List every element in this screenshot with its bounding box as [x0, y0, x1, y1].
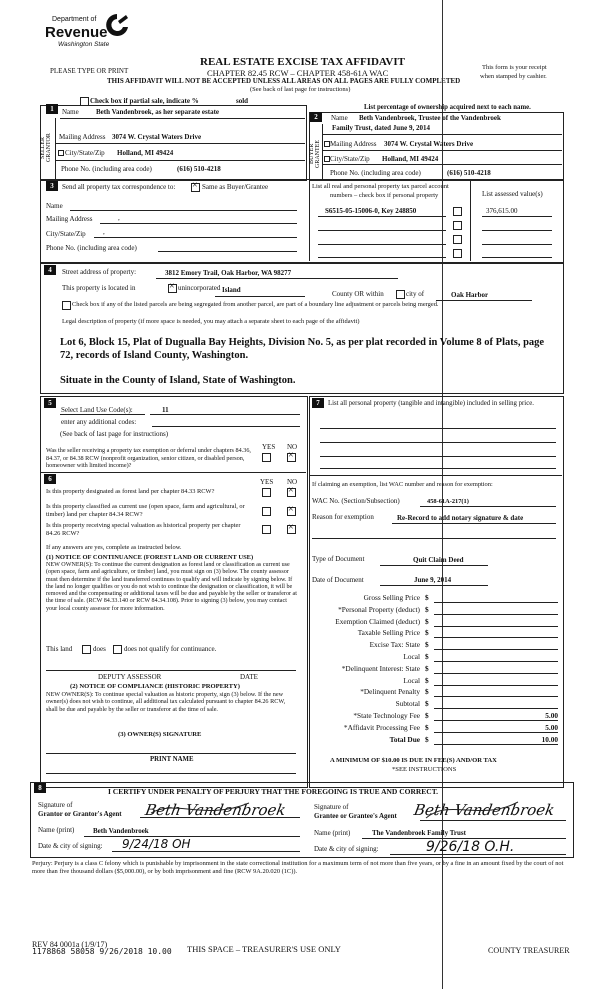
receipt-note-1: This form is your receipt	[482, 64, 547, 71]
grantee-signature	[410, 788, 556, 824]
grantor-signature	[143, 795, 288, 821]
personal-property-line-4	[320, 468, 556, 469]
notice-compliance-title: (2) NOTICE OF COMPLIANCE (HISTORIC PROPERTY)	[70, 683, 240, 690]
seller-city-value[interactable]: Holland, MI 49424	[117, 149, 174, 157]
see-instructions-note: *SEE INSTRUCTIONS	[392, 766, 457, 773]
treasurer-space-label: THIS SPACE – TREASURER'S USE ONLY	[187, 944, 341, 954]
tax-row-label: Local	[403, 652, 420, 661]
if-yes-note: If any answers are yes, complete as instructed below.	[46, 544, 182, 551]
buyer-name-value-2[interactable]: Family Trust, dated June 9, 2014	[332, 124, 430, 132]
buyer-name-value-1[interactable]: Beth Vandenbroek, Trustee of the Vandenbroek	[359, 114, 501, 122]
tax-row-line	[434, 637, 558, 638]
tax-row-label: *Delinquent Interest: State	[341, 664, 420, 673]
grantor-signature-text: Beth Vandenbroek	[143, 801, 288, 819]
tax-row-dollar: $	[425, 723, 429, 732]
assessed-divider	[470, 179, 471, 261]
buyer-name-label: Name	[331, 114, 348, 122]
section-7-number: 7	[312, 398, 324, 408]
print-name-label: PRINT NAME	[150, 756, 194, 763]
parcel-checkbox-1[interactable]	[453, 207, 462, 216]
land-does-label: does	[93, 645, 106, 653]
county-value[interactable]: Island	[222, 286, 241, 294]
city-line	[436, 300, 532, 301]
tax-row-line	[434, 696, 558, 697]
assessed-line-3	[482, 244, 552, 245]
section-5-yes-header: YES	[262, 443, 276, 451]
forest-yes-checkbox[interactable]	[262, 488, 271, 497]
tax-row-dollar: $	[425, 640, 429, 649]
doc-type-line	[380, 565, 488, 566]
forest-land-question: Is this property designated as forest land per chapter 84.33 RCW?	[46, 488, 215, 495]
tax-row-line	[434, 626, 558, 627]
form-chapter: CHAPTER 82.45 RCW – CHAPTER 458-61A WAC	[207, 68, 389, 78]
grantor-date-value[interactable]: 9/24/18 OH	[122, 837, 191, 851]
owner-signature-label: (3) OWNER(S) SIGNATURE	[118, 731, 202, 738]
grantee-signature-text: Beth Vandenbroek	[412, 801, 556, 819]
grantee-signature-label-1: Signature of	[314, 803, 349, 811]
parcel-number[interactable]: S6515-05-15006-0, Key 248850	[325, 207, 417, 215]
land-does-checkbox[interactable]	[82, 645, 91, 654]
grantor-print-value[interactable]: Beth Vandenbroek	[93, 827, 149, 835]
segregated-checkbox[interactable]	[62, 301, 71, 310]
section-7-mid-line	[309, 475, 562, 476]
doc-date-value[interactable]: June 9, 2014	[414, 576, 452, 584]
wac-value[interactable]: 458-61A-217(1)	[427, 498, 469, 505]
tax-row-label: *Delinquent Penalty	[360, 687, 420, 696]
grantee-print-value[interactable]: The Vandenbroek Family Trust	[372, 829, 466, 837]
wac-label: WAC No. (Section/Subsection)	[312, 497, 400, 505]
unincorporated-checkbox[interactable]	[168, 284, 177, 293]
parcel-line-4	[318, 257, 446, 258]
additional-codes-line	[152, 426, 300, 427]
forest-no-checkbox[interactable]	[287, 488, 296, 497]
unincorporated-label: unincorporated	[178, 284, 221, 292]
corr-phone-label: Phone No. (including area code)	[46, 244, 137, 252]
city-of-label: city of	[406, 290, 425, 298]
land-does-not-checkbox[interactable]	[113, 645, 122, 654]
current-use-question: Is this property classified as current use (open space, farm and agricultural, or timber) land per chapter 84.34 RCW?	[46, 503, 245, 518]
corr-mailing-comma: ,	[118, 214, 120, 222]
land-use-value[interactable]: 11	[162, 406, 169, 414]
legal-description-line-1[interactable]: Lot 6, Block 15, Plat of Dugualla Bay Heights, Division No. 5, as per plat recorded in Volume 8 of Plats, page	[60, 337, 545, 348]
tax-row-value[interactable]: 5.00	[545, 711, 558, 720]
seller-city-line	[56, 160, 305, 161]
form-title: REAL ESTATE EXCISE TAX AFFIDAVIT	[200, 56, 405, 68]
exemption-note: If claiming an exemption, list WAC number and reason for exemption:	[312, 481, 493, 488]
street-address-line	[156, 278, 398, 279]
wac-line	[420, 506, 556, 507]
owner-signature-line	[46, 753, 296, 754]
send-correspondence-label: Send all property tax correspondence to:	[62, 183, 176, 191]
form-warning: THIS AFFIDAVIT WILL NOT BE ACCEPTED UNLESS ALL AREAS ON ALL PAGES ARE FULLY COMPLETED	[107, 77, 461, 85]
doc-type-label: Type of Document	[312, 555, 365, 563]
seller-name-value[interactable]: Beth Vandenbroek, as her separate estate	[96, 108, 220, 116]
buyer-phone-label: Phone No. (including area code)	[330, 169, 421, 177]
tax-row-line	[434, 744, 558, 745]
assessed-value[interactable]: 376,615.00	[486, 207, 518, 215]
seller-mailing-value[interactable]: 3074 W. Crystal Waters Drive	[112, 133, 202, 141]
personal-property-label: List all personal property (tangible and intangible) included in selling price.	[328, 400, 534, 407]
seller-mailing-label: Mailing Address	[59, 133, 106, 141]
same-as-buyer-label: Same as Buyer/Grantee	[202, 183, 269, 191]
tax-row-dollar: $	[425, 628, 429, 637]
assessed-header: List assessed value(s)	[482, 190, 543, 198]
seller-city-marker	[58, 150, 64, 156]
parcel-header-1: List all real and personal property tax parcel account	[312, 183, 449, 190]
tax-row-label: *State Technology Fee	[353, 711, 420, 720]
tax-row-dollar: $	[425, 617, 429, 626]
tax-row-line	[434, 649, 558, 650]
segregated-note: Check box if any of the listed parcels are being segregated from another parcel, are part of a boundary line adjustment or parcels being merged.	[72, 301, 439, 308]
located-label: This property is located in	[62, 284, 136, 292]
print-name-line	[46, 773, 296, 774]
section-4-number: 4	[44, 265, 56, 275]
buyer-side-label: BUYER GRANTEE	[309, 140, 321, 168]
parcel-header-2: numbers – check box if personal property	[330, 192, 439, 199]
tax-row-dollar: $	[425, 735, 429, 744]
tax-row-label: Exemption Claimed (deduct)	[335, 617, 420, 626]
ownership-label: List percentage of ownership acquired next to each name.	[364, 104, 531, 111]
tax-row-line	[434, 708, 558, 709]
deputy-signature-line	[46, 670, 296, 671]
tax-row-dollar: $	[425, 711, 429, 720]
section-6-no-header: NO	[287, 478, 298, 486]
print-note: PLEASE TYPE OR PRINT	[50, 67, 129, 75]
this-land-label: This land	[46, 645, 73, 653]
section-3-number: 3	[46, 181, 58, 191]
section-5-no-header: NO	[287, 443, 298, 451]
assessed-line-4	[482, 257, 552, 258]
current-use-no-checkbox[interactable]	[287, 507, 296, 516]
parcel-checkbox-2[interactable]	[453, 221, 462, 230]
agency-state: Washington State	[58, 41, 110, 48]
seller-side-label: SELLER GRANTOR	[40, 133, 52, 163]
buyer-side-divider	[322, 124, 323, 179]
section-6-yes-header: YES	[260, 478, 274, 486]
tax-row-dollar: $	[425, 664, 429, 673]
land-use-label-underline	[60, 414, 145, 415]
tax-row-line	[434, 661, 558, 662]
seller-city-label: City/State/Zip	[65, 149, 105, 157]
grantee-date-line	[390, 854, 566, 855]
assessed-line-2	[482, 230, 552, 231]
exemption-question: Was the seller receiving a property tax exemption or deferral under chapters 84.36, 84.37, or 84.38 RCW (nonprofit organization, senior citizen, or disabled person, homeowner with limited income)?	[46, 447, 251, 469]
grantee-print-label: Name (print)	[314, 829, 351, 837]
form-number: REV 84 0001a (1/9/17)	[32, 940, 108, 949]
situate-line[interactable]: Situate in the County of Island, State of Washington.	[60, 375, 296, 386]
doc-date-label: Date of Document	[312, 576, 364, 584]
section-5-number: 5	[44, 398, 56, 408]
county-or-within-label: County OR within	[332, 290, 384, 298]
tax-row-dollar: $	[425, 652, 429, 661]
grantor-print-line	[84, 836, 300, 837]
buyer-city-label: City/State/Zip	[330, 155, 370, 163]
grantee-date-label: Date & city of signing:	[314, 845, 379, 853]
corr-name-label: Name	[46, 202, 63, 210]
street-address-value[interactable]: 3812 Emory Trail, Oak Harbor, WA 98277	[165, 269, 292, 277]
notice-continuance-title: (1) NOTICE OF CONTINUANCE (FOREST LAND OR CURRENT USE)	[46, 554, 254, 561]
tax-row-dollar: $	[425, 687, 429, 696]
assessed-line-1	[482, 216, 552, 217]
seller-mailing-line	[56, 143, 305, 144]
parcel-checkbox-3[interactable]	[453, 235, 462, 244]
section-8-number: 8	[34, 783, 46, 793]
perjury-statement: Perjury: Perjury is a class C felony which is punishable by imprisonment in the state correctional institution for a maximum term of not more than five years, or by a fine in an amount fixed by the court of not more than five thousand dollars ($5,000.00), or by both imprisonment and fine (RCW 9A.20.020 (1C)).	[32, 860, 564, 875]
seller-phone-value[interactable]: (616) 510-4218	[177, 165, 221, 173]
notice-compliance-text: NEW OWNER(S): To continue special valuation as historic property, sign (3) below. If the new owner(s) does not wish to continue, all additional tax calculated pursuant to chapter 84.26 RCW, shall be due and payable by the seller or transferor at the time of sale.	[46, 691, 286, 713]
grantor-print-label: Name (print)	[38, 826, 75, 834]
exemption-yes-checkbox[interactable]	[262, 453, 271, 462]
grantee-signature-label-2: Grantee or Grantee's Agent	[314, 812, 397, 820]
legal-description-note: Legal description of property (if more space is needed, you may attach a separate sheet to each page of the affidavit)	[62, 318, 360, 325]
tax-row-value[interactable]: 5.00	[545, 723, 558, 732]
county-line	[215, 296, 305, 297]
section-2-number: 2	[310, 112, 322, 122]
tax-row-dollar: $	[425, 699, 429, 708]
grantor-signature-label-1: Signature of	[38, 801, 73, 809]
historic-question: Is this property receiving special valuation as historical property per chapter 84.26 RCW?	[46, 522, 241, 537]
buyer-name-line	[322, 134, 562, 135]
deputy-assessor-label: DEPUTY ASSESSOR	[98, 673, 162, 681]
notice-continuance-text: NEW OWNER(S): To continue the current designation as forest land or classification as current use (open space, farm and agriculture, or timber) land, you must sign on (3) below. The county assessor must then determine if the land transferred continues to qualify and will indicate by signing below. If the land no longer qualifies or you do not wish to continue the designation or classification, it will be removed and the compensating or additional taxes will be due and payable by the seller or transferor at the time of sale. (RCW 84.33.140 or RCW 84.34.108). Prior to signing (3) below, you may contact your local county assessor for more information.	[46, 562, 297, 612]
minimum-fee-note: A MINIMUM OF $10.00 IS DUE IN FEE(S) AND/OR TAX	[330, 757, 497, 764]
reason-value[interactable]: Re-Record to add notary signature & date	[397, 514, 524, 522]
section-3-divider	[309, 179, 310, 261]
street-address-label: Street address of property:	[62, 268, 137, 276]
tax-row-line	[434, 685, 558, 686]
tax-row-label: *Affidavit Processing Fee	[343, 723, 420, 732]
buyer-city-line	[322, 164, 562, 165]
corr-city-comma: ,	[103, 228, 105, 236]
parcel-line-3	[318, 244, 446, 245]
doc-type-value[interactable]: Quit Claim Deed	[413, 556, 464, 564]
buyer-mailing-label: Mailing Address	[330, 140, 377, 148]
grantor-date-line	[112, 851, 300, 852]
agency-top: Department of	[52, 16, 97, 23]
historic-yes-checkbox[interactable]	[262, 525, 271, 534]
corr-mailing-line	[100, 223, 297, 224]
section-1-number: 1	[46, 104, 58, 114]
land-does-not-label: does not qualify for continuance.	[124, 645, 217, 653]
current-use-yes-checkbox[interactable]	[262, 507, 271, 516]
reason-line	[392, 523, 556, 524]
parcel-line-1	[318, 216, 446, 217]
land-use-label: Select Land Use Code(s):	[61, 406, 133, 414]
additional-codes-label: enter any additional codes:	[61, 418, 137, 426]
agency-logo	[104, 12, 130, 40]
same-as-buyer-checkbox[interactable]	[191, 183, 200, 192]
grantor-signature-label-2: Grantor or Grantor's Agent	[38, 810, 122, 818]
tax-row-line	[434, 732, 558, 733]
tax-row-line	[434, 614, 558, 615]
tax-row-label: Gross Selling Price	[363, 593, 420, 602]
tax-row-label: Local	[403, 676, 420, 685]
buyer-mailing-line	[322, 150, 562, 151]
tax-row-label: *Personal Property (deduct)	[338, 605, 420, 614]
reason-label: Reason for exemption	[312, 513, 374, 521]
personal-property-line-3	[320, 456, 556, 457]
tax-row-dollar: $	[425, 605, 429, 614]
parcel-line-2	[318, 230, 446, 231]
corr-city-line	[94, 237, 297, 238]
partial-sale-label: Check box if partial sale, indicate %	[90, 97, 199, 105]
tax-row-label: Total Due	[389, 735, 420, 744]
corr-phone-line	[158, 251, 297, 252]
grantee-date-value[interactable]: 9/26/18 O.H.	[426, 839, 515, 855]
county-treasurer-label: COUNTY TREASURER	[488, 946, 570, 955]
corr-city-label: City/State/Zip	[46, 230, 86, 238]
agency-name: Revenue	[45, 24, 108, 41]
tax-row-line	[434, 602, 558, 603]
tax-row-dollar: $	[425, 593, 429, 602]
seller-phone-label: Phone No. (including area code)	[61, 165, 152, 173]
land-use-line	[150, 414, 300, 415]
buyer-city-value[interactable]: Holland, MI 49424	[382, 155, 439, 163]
receipt-note-2: when stamped by cashier.	[480, 73, 547, 80]
seller-name-line	[60, 118, 305, 119]
city-of-checkbox[interactable]	[396, 290, 405, 299]
tax-row-value[interactable]: 10.00	[541, 735, 558, 744]
recording-stamp: 1178868 58058 9/26/2018 10.00	[32, 947, 172, 956]
seller-side-divider	[55, 118, 56, 179]
corr-name-line	[70, 210, 297, 211]
tax-row-label: Excise Tax: State	[369, 640, 420, 649]
deputy-date-label: DATE	[240, 673, 258, 681]
section-6-number: 6	[44, 474, 56, 484]
parcel-checkbox-4[interactable]	[453, 249, 462, 258]
tax-row-line	[434, 720, 558, 721]
doc-date-line	[380, 585, 488, 586]
land-use-see-back: (See back of last page for instructions)	[60, 430, 169, 438]
tax-row-label: Taxable Selling Price	[357, 628, 420, 637]
reason-line-2	[312, 538, 556, 539]
tax-row-line	[434, 673, 558, 674]
buyer-mailing-value[interactable]: 3074 W. Crystal Waters Drive	[384, 140, 474, 148]
certify-statement: I CERTIFY UNDER PENALTY OF PERJURY THAT THE FOREGOING IS TRUE AND CORRECT.	[108, 787, 439, 796]
legal-description-line-2[interactable]: 72, records of Island County, Washington.	[60, 350, 249, 361]
instructions-note: (See back of last page for instructions)	[250, 86, 351, 93]
city-value[interactable]: Oak Harbor	[451, 291, 489, 299]
buyer-phone-value[interactable]: (616) 510-4218	[447, 169, 491, 177]
seller-name-label: Name	[62, 108, 79, 116]
grantor-date-label: Date & city of signing:	[38, 842, 103, 850]
tax-row-dollar: $	[425, 676, 429, 685]
tax-row-label: Subtotal	[395, 699, 420, 708]
corr-mailing-label: Mailing Address	[46, 215, 93, 223]
sold-label: sold	[236, 97, 249, 105]
historic-no-checkbox[interactable]	[287, 525, 296, 534]
personal-property-line-2	[320, 442, 556, 443]
exemption-no-checkbox[interactable]	[287, 453, 296, 462]
section-6-top-line	[40, 472, 306, 473]
personal-property-line-1	[320, 428, 556, 429]
